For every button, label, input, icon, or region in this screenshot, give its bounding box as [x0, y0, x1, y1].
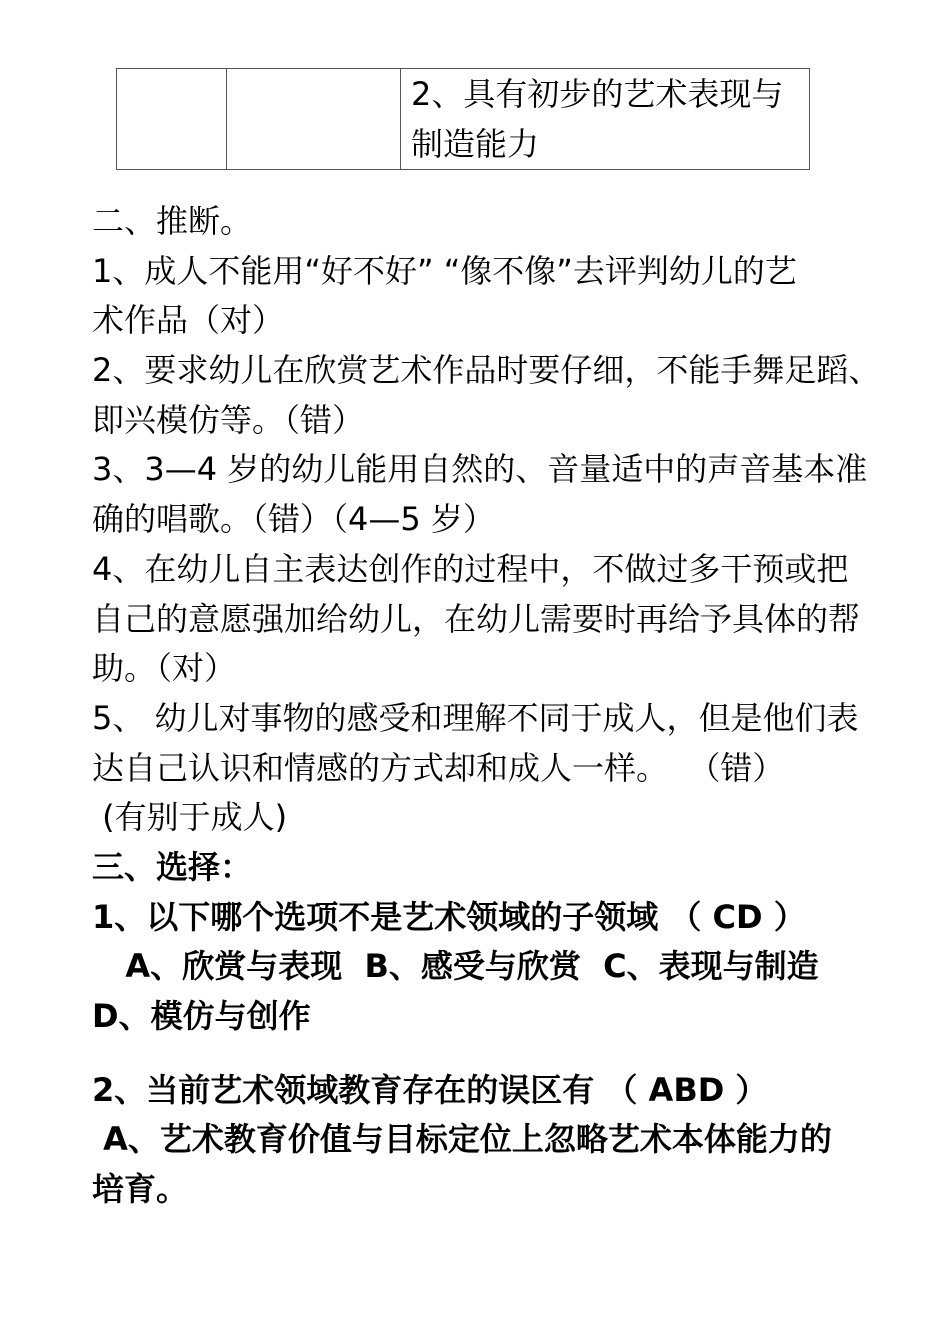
- question-2-option-a-cont: 培育。: [92, 1170, 189, 1209]
- judgement-line: 即兴模仿等。（错）: [92, 400, 365, 439]
- judgement-line: 术作品（对）: [92, 301, 285, 340]
- section-heading-choice: 三、选择：: [92, 847, 253, 886]
- judgement-line: (有别于成人): [92, 798, 288, 837]
- question-2: 2、当前艺术领域教育存在的误区有 （ ABD ）: [92, 1070, 768, 1109]
- judgement-line: 3、3—4 岁的幼儿能用自然的、音量适中的声音基本准: [92, 450, 868, 489]
- judgement-line: 2、要求幼儿在欣赏艺术作品时要仔细，不能手舞足蹈、: [92, 351, 881, 390]
- table-cell-empty-1: [117, 69, 227, 170]
- question-2-option-a: A、艺术教育价值与目标定位上忽略艺术本体能力的: [92, 1120, 832, 1159]
- judgement-line: 自己的意愿强加给幼儿，在幼儿需要时再给予具体的帮: [92, 599, 861, 638]
- table-cell-goal-line-1: 2、具有初步的艺术表现与: [411, 75, 784, 113]
- table-cell-goal-line-2: 制造能力: [411, 125, 540, 163]
- judgement-line: 5、 幼儿对事物的感受和理解不同于成人，但是他们表: [92, 698, 859, 737]
- judgement-line: 4、在幼儿自主表达创作的过程中，不做过多干预或把: [92, 549, 849, 588]
- question-1-options: A、欣赏与表现 B、感受与欣赏 C、表现与制造: [92, 947, 819, 986]
- table-row: [117, 69, 810, 170]
- judgement-line: 确的唱歌。（错）（4—5 岁）: [92, 500, 495, 539]
- judgement-line: 达自己认识和情感的方式却和成人一样。 （错）: [92, 748, 785, 787]
- section-heading-judgement: 二、推断。: [92, 202, 253, 240]
- judgement-line: 助。（对）: [92, 649, 237, 688]
- judgement-line: 1、成人不能用“好不好” “像不像”去评判幼儿的艺: [92, 251, 797, 290]
- question-1: 1、以下哪个选项不是艺术领域的子领域 （ CD ）: [92, 897, 806, 936]
- paragraph-gap: [92, 1042, 872, 1066]
- table-cell-goal: [401, 69, 810, 170]
- answer-table: [116, 68, 810, 170]
- document-body: [92, 197, 881, 1215]
- question-1-options-cont: D、模仿与创作: [92, 997, 311, 1035]
- table-cell-empty-2: [227, 69, 401, 170]
